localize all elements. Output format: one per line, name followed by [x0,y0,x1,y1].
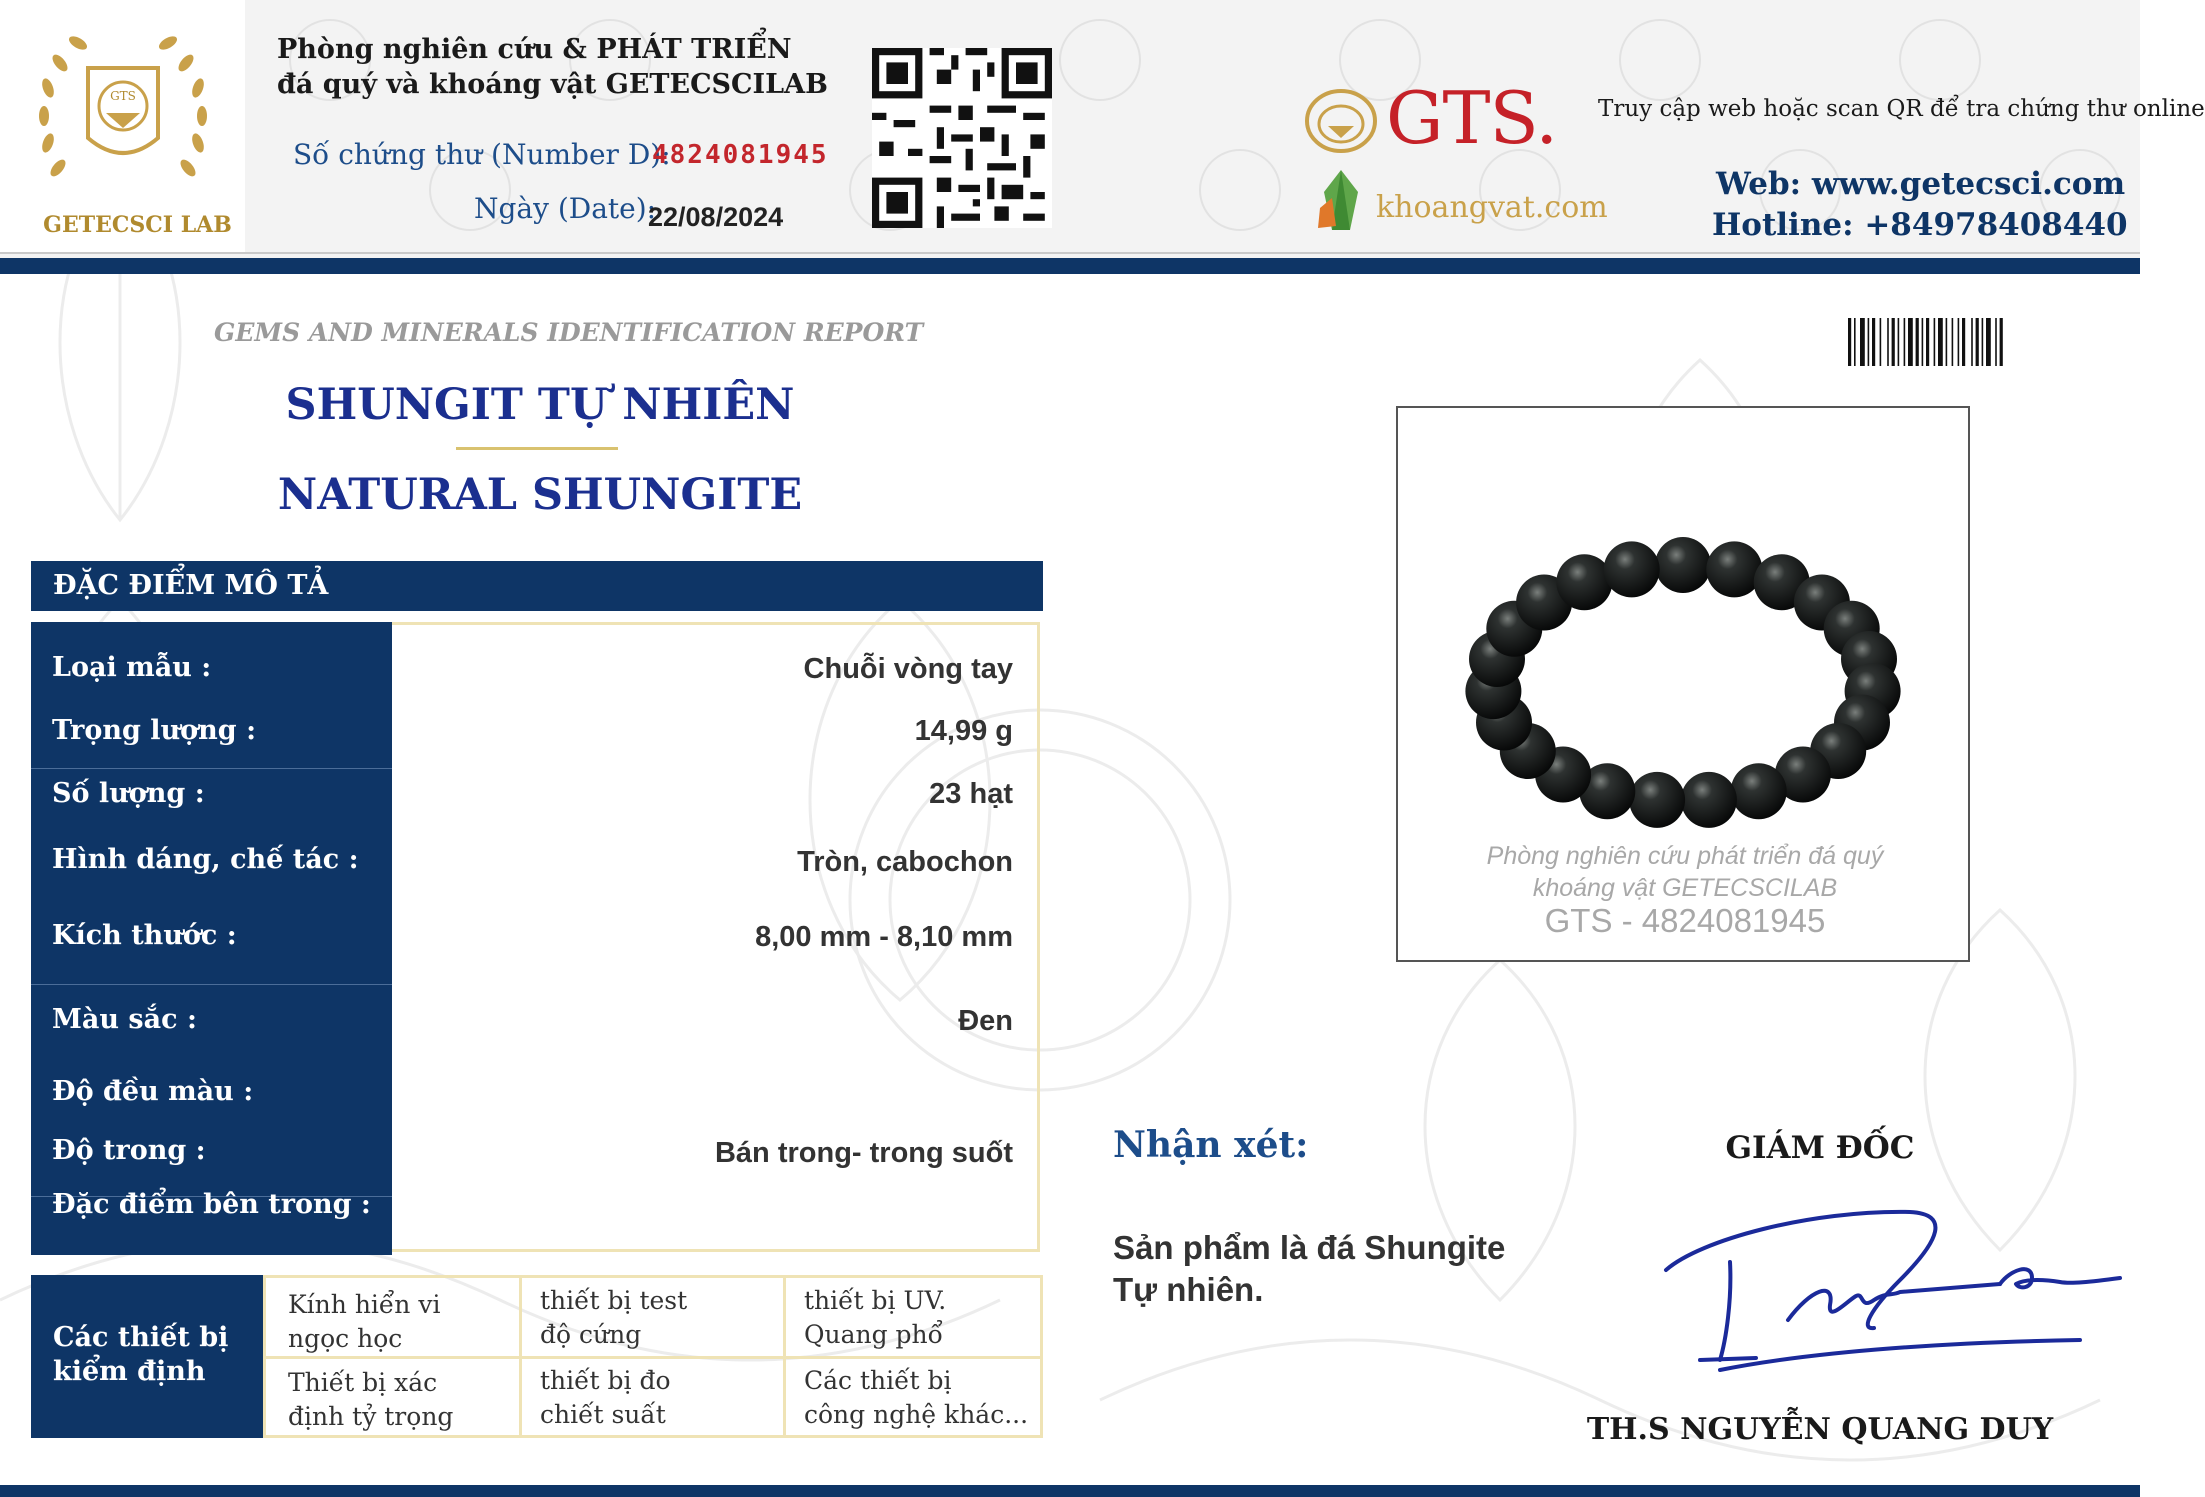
barcode-bar [2000,318,2003,366]
bracelet-bead [1556,554,1612,610]
barcode-bar [1976,318,1979,366]
gem-title-vietnamese: SHUNGIT TỰ NHIÊN [285,380,795,430]
barcode-bar [1971,318,1973,366]
website-link[interactable]: Web: www.getecsci.com [1716,166,2126,202]
barcode-bar [1868,318,1870,366]
row-label-weight: Trọng lượng : [52,715,257,746]
row-value-dimensions: 8,00 mm - 8,10 mm [755,921,1013,953]
signatory-title: GIÁM ĐỐC [1725,1130,1915,1166]
barcode-bar [1934,318,1936,366]
partner-site-link[interactable]: khoangvat.com [1376,190,1608,225]
row-value-color: Đen [958,1005,1013,1037]
certificate-number: 4824081945 [652,140,829,170]
laurel-emblem-icon [28,18,218,208]
certificate-number-label: Số chứng thư (Number D): [293,138,671,171]
row-label-shape-cut: Hình dáng, chế tác : [52,844,359,875]
row-label-quantity: Số lượng : [52,778,205,809]
row-label-inclusions: Đặc điểm bên trong : [52,1189,371,1220]
org-name-line2: đá quý và khoáng vật GETECSCILAB [277,69,828,100]
gem-title-english: NATURAL SHUNGITE [277,470,803,520]
equipment-cell-line: Thiết bị xác [288,1368,438,1397]
bracelet-bead [1681,772,1737,828]
signatory-name: TH.S NGUYỄN QUANG DUY [1586,1412,2054,1447]
equipment-cell-line: Các thiết bị [804,1366,952,1395]
barcode-bar [1904,318,1906,366]
photo-watermark-line1: Phòng nghiên cứu phát triển đá quý [1486,842,1884,870]
description-value-column [392,622,1040,1252]
row-divider [31,768,392,769]
equipment-cell-line: công nghệ khác... [804,1400,1029,1429]
equipment-cell [288,1288,440,1356]
equipment-cell-line: Kính hiển vi [288,1290,441,1319]
barcode-bar [1995,318,1997,366]
equipment-label-cell [31,1275,263,1438]
equipment-cell-line: thiết bị test [540,1286,688,1315]
lab-logo [0,0,245,252]
description-section-header [31,561,1043,611]
row-value-sample-type: Chuỗi vòng tay [803,653,1013,685]
row-label-sample-type: Loại mẫu : [52,652,212,683]
org-name-line1: Phòng nghiên cứu & PHÁT TRIỂN [277,34,792,65]
barcode-bar [1887,318,1889,366]
barcode-bar [1962,318,1965,366]
bracelet-bead [1706,541,1762,597]
gts-brand-name: GTS. [1386,76,1558,160]
certificate-date: 22/08/2024 [648,202,784,232]
barcode-bar [1872,318,1875,366]
equipment-label: Các thiết bị kiểm định [53,1322,229,1387]
header-divider [0,252,2140,254]
director-signature [1660,1200,2140,1370]
bracelet-bead [1731,763,1787,819]
barcode-bar [1860,318,1865,366]
equipment-grid [263,1275,1043,1438]
barcode-bar [1898,318,1900,366]
barcode-icon [1848,318,2044,366]
title-divider [456,447,618,450]
sample-photo [1396,406,1970,962]
equipment-cell [804,1284,946,1352]
row-label-transparency: Độ trong : [52,1135,206,1166]
row-label-color-uniformity: Độ đều màu : [52,1076,254,1107]
barcode-bar [1892,318,1895,366]
bracelet-bead [1655,537,1711,593]
logo-caption: GETECSCI LAB [43,212,232,238]
emblem-badge-text: GTS [110,89,136,103]
barcode-bar [1926,318,1929,366]
description-label-column [31,622,392,1255]
barcode-bar [1952,318,1954,366]
barcode-bar [1922,318,1924,366]
date-label: Ngày (Date): [474,192,657,225]
row-value-shape-cut: Tròn, cabochon [797,846,1013,878]
row-label-color: Màu sắc : [52,1004,197,1035]
barcode-bar [1938,318,1943,366]
barcode-bar [1982,318,1984,366]
barcode-bar [1958,318,1960,366]
remarks-heading: Nhận xét: [1113,1124,1309,1166]
barcode-bar [1946,318,1948,366]
row-value-weight: 14,99 g [914,715,1013,747]
equipment-cell-line: thiết bị đo [540,1366,671,1395]
equipment-cell-line: chiết suất [540,1400,666,1429]
equipment-cell [288,1366,453,1434]
photo-certificate-code: GTS - 4824081945 [1544,902,1826,939]
online-verification-note: Truy cập web hoặc scan QR để tra chứng thư online [1598,96,2205,122]
equipment-cell-line: độ cứng [540,1320,642,1349]
row-divider [31,984,392,985]
row-label-dimensions: Kích thước : [52,920,237,951]
equipment-cell-line: ngọc học [288,1324,403,1353]
qr-code-icon[interactable] [872,48,1052,228]
barcode-bar [1916,318,1919,366]
remarks-text: Sản phẩm là đá Shungite Tự nhiên. [1113,1229,1506,1308]
footer-band [0,1485,2140,1497]
hotline[interactable]: Hotline: +84978408440 [1712,207,2128,243]
gem-crystal-icon [1310,168,1372,234]
photo-watermark-line2: khoáng vật GETECSCILAB [1532,874,1838,902]
row-value-transparency: Bán trong- trong suốt [714,1137,1013,1169]
barcode-bar [1880,318,1882,366]
bracelet-image [1438,518,1928,838]
section-title: ĐẶC ĐIỂM MÔ TẢ [53,570,329,601]
barcode-bar [1908,318,1913,366]
gts-emblem-icon [1304,88,1378,154]
equipment-cell-line: Quang phổ [804,1320,943,1349]
equipment-cell [540,1364,671,1432]
barcode-bar [1986,318,1991,366]
barcode-bar [1848,318,1851,366]
certificate-header [0,0,2205,258]
row-value-quantity: 23 hạt [929,778,1013,810]
equipment-cell-line: thiết bị UV. [804,1286,947,1315]
equipment-cell [804,1364,1028,1432]
equipment-cell [540,1284,687,1352]
equipment-cell-line: định tỷ trọng [288,1402,454,1431]
header-band [0,258,2140,274]
report-subtitle: GEMS AND MINERALS IDENTIFICATION REPORT [214,318,924,347]
grid-line [266,1356,1040,1359]
barcode-bar [1854,318,1856,366]
bracelet-bead [1629,772,1685,828]
bracelet-bead [1604,541,1660,597]
